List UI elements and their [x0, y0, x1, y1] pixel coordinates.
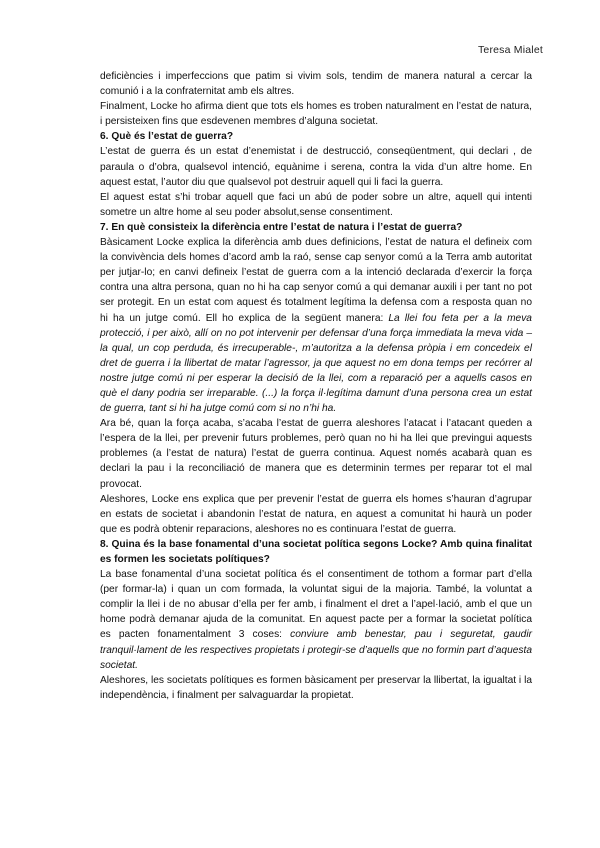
paragraph: deficiències i imperfeccions que patim si vivim sols, tendim de manera natural a cercar la comunió i a la confraternitat amb els altres.: [100, 71, 532, 98]
paragraph: L’estat de guerra és un estat d’enemistat i de destrucció, conseqüentment, qui declari , de paraula o d’obra, qualsevol intenció, equànime i serena, contra la vida d’un altre home. En aquest estat, l’autor diu que qualsevol pot destruir aquell qui li faci la guerra.: [100, 146, 532, 188]
paragraph-text: Bàsicament Locke explica la diferència amb dues definicions, l’estat de natura el defineix com la convivència dels homes d’acord amb la raó, sense cap senyor comú a la Terra amb autoritat per jutjar-lo; en canvi defineix l’estat de guerra com a la intenció declarada d’exercir la força contra una altra persona, quan no hi ha cap senyor comú a qui demanar auxili i per tant no pot ser protegit. En un estat com aquest és totalment legítima la defensa com a resposta quan no hi ha un jutge comú. Ell ho explica de la següent manera:: [100, 237, 532, 324]
paragraph: Ara bé, quan la força acaba, s’acaba l’estat de guerra aleshores l’atacat i l’atacant queden a l’espera de la llei, per prevenir futurs problemes, però quan no hi ha llei que previngui aquests problemes (a l’estat de natura) l’estat de guerra continua. Aquest només acabarà quan es declari la pau i la reconciliació de manera que es determinin termes per reparar tot el mal provocat.: [100, 418, 532, 490]
question-heading: 6. Què és l’estat de guerra?: [100, 131, 234, 143]
paragraph-text: La base fonamental d’una societat política és el consentiment de tothom a formar part d’ella (per formar-la) i quan un com formada, la voluntat sigui de la majoria. També, la voluntat a complir la llei i de no abusar d’ella per fer amb, i finalment el dret a l’apel·lació, amb el que un home podrà demanar ajuda de la comunitat. En aquest pacte per a formar la societat política es pacten fonamentalment 3 coses:: [100, 569, 532, 641]
paragraph: Aleshores, les societats polítiques es formen bàsicament per preservar la llibertat, la igualtat i la independència, i finalment per salvaguardar la propietat.: [100, 674, 532, 701]
paragraph: [100, 235, 532, 416]
question-heading: 7. En què consisteix la diferència entre l’estat de natura i l’estat de guerra?: [100, 221, 463, 233]
quote-text: La llei fou feta per a la meva protecció, i per això, allí on no pot intervenir per defensar d’una força immediata la meva vida – la qual, un cop perduda, és irrecuperable-, m’autoritza a la defensa pròpia i em concedeix el dret de guerra i la llibertat de matar l’agressor, ja que aquest no em dona temps per recórrer al nostre jutge comú ni per esperar la decisió de la llei, com a reparació per a aquells casos en què el dany podria ser irreparable. (...) la força il·legítima damunt d’una persona crea un estat de guerra, tant si hi ha jutge comú com si no n’hi ha.: [100, 312, 532, 415]
paragraph: Finalment, Locke ho afirma dient que tots els homes es troben naturalment en l’estat de natura, i persisteixen fins que esdevenen membres d’alguna societat.: [100, 101, 532, 128]
document-body: [100, 69, 532, 703]
quote-text: conviure amb benestar, pau i seguretat, gaudir tranquil·lament de les respectives propietats i protegir-se d’aquells que no formin part d’aquesta societat.: [100, 629, 532, 671]
paragraph: Aleshores, Locke ens explica que per prevenir l’estat de guerra els homes s’hauran d’agrupar en estats de societat i abandonin l’estat de natura, en aquest a comunitat hi haurà un poder que es podrà obtenir reparacions, aleshores no es continuara l’estat de guerra.: [100, 493, 532, 535]
question-heading: 8. Quina és la base fonamental d’una societat política segons Locke? Amb quina finalitat es formen les societats polítiques?: [100, 538, 532, 565]
header-author: Teresa Mialet: [477, 44, 543, 56]
paragraph: El aquest estat s’hi trobar aquell que faci un abú de poder sobre un altre, aquell qui intenti sometre un altre home al seu poder absolut,sense consentiment.: [100, 191, 532, 218]
paragraph: [100, 567, 532, 673]
